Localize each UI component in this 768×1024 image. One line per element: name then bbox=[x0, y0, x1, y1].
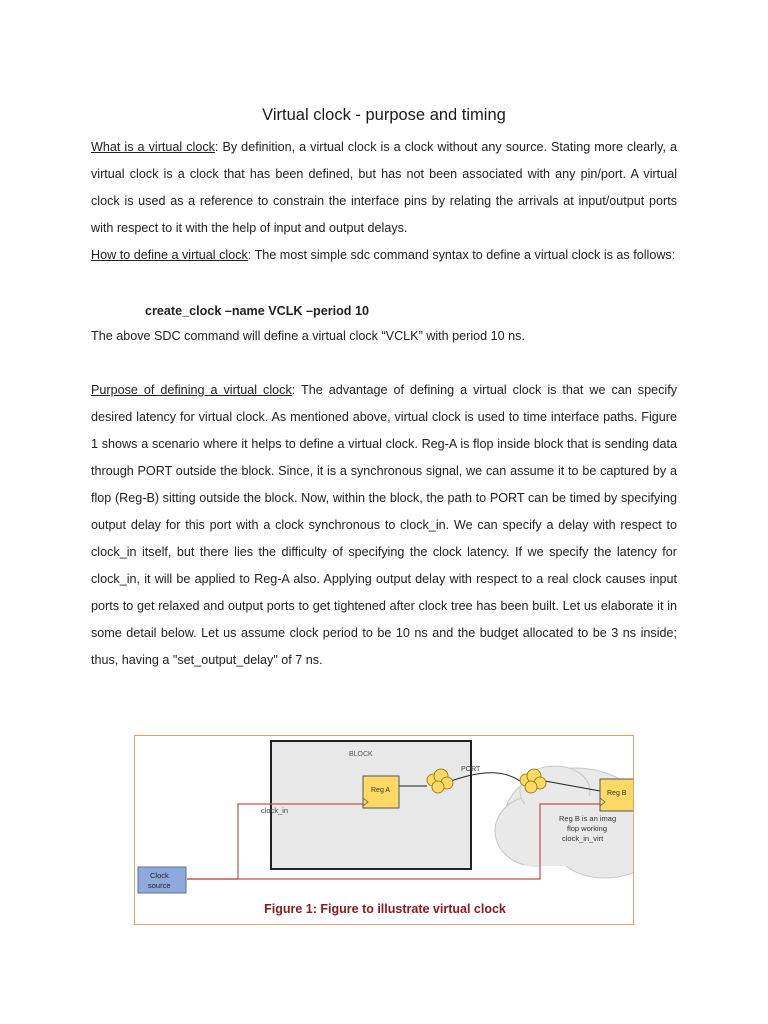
clock-in-label: clock_in bbox=[261, 806, 289, 815]
reg-a-label: Reg A bbox=[371, 787, 391, 794]
port-label: PORT bbox=[461, 766, 481, 773]
note-line-1: Reg B is an imag bbox=[559, 814, 617, 823]
paragraph-text: : The most simple sdc command syntax to define a virtual clock is as follows: bbox=[247, 248, 676, 262]
heading-what-is-virtual-clock: What is a virtual clock bbox=[91, 140, 215, 154]
paragraph-text: : By definition, a virtual clock is a clock without any source. Stating more clearly, a virtual clock is a clock that has been defined, but has not been associated with any pin/port. A virtual clock is used as a reference to constrain the interface pins by relating the arrivals at input/output ports with respect to it with the help of input and output delays. bbox=[91, 140, 677, 235]
note-line-3: clock_in_virt bbox=[562, 834, 604, 843]
figure-caption: Figure 1: Figure to illustrate virtual clock bbox=[264, 902, 506, 916]
document-title: Virtual clock - purpose and timing bbox=[262, 106, 506, 124]
figure-diagram bbox=[135, 736, 634, 925]
heading-purpose: Purpose of defining a virtual clock bbox=[91, 383, 292, 397]
paragraph-what-is-virtual-clock bbox=[91, 134, 677, 242]
paragraph-purpose bbox=[91, 377, 677, 674]
paragraph-how-to-define bbox=[91, 242, 677, 269]
clock-source-line-1: Clock bbox=[150, 871, 169, 880]
clock-source-line-2: source bbox=[148, 881, 171, 890]
paragraph-sdc-explanation: The above SDC command will define a virtual clock “VCLK” with period 10 ns. bbox=[91, 329, 525, 343]
block-label: BLOCK bbox=[349, 751, 373, 758]
reg-b-label: Reg B bbox=[607, 790, 627, 797]
note-line-2: flop working bbox=[567, 824, 608, 833]
sdc-command: create_clock –name VCLK –period 10 bbox=[145, 304, 369, 318]
heading-how-to-define: How to define a virtual clock bbox=[91, 248, 248, 262]
figure-1 bbox=[134, 735, 634, 925]
paragraph-text: : The advantage of defining a virtual clock is that we can specify desired latency for virtual clock. As mentioned above, virtual clock is used to time interface paths. Figure 1 shows a scenario where it helps to define a virtual clock. Reg-A is flop inside block that is sending data through PORT outside the block. Since, it is a synchronous signal, we can assume it to be captured by a flop (Reg-B) sitting outside the block. Now, within the block, the path to PORT can be timed by specifying output delay for this port with a clock synchronous to clock_in. We can specify a delay with respect to clock_in itself, but there lies the difficulty of specifying the clock latency. If we specify the latency for clock_in, it will be applied to Reg-A also. Applying output delay with respect to a real clock causes input ports to get relaxed and output ports to get tightened after clock tree has been built. Let us elaborate it in some detail below. Let us assume clock period to be 10 ns and the budget allocated to be 3 ns inside; thus, having a "set_output_delay" of 7 ns. bbox=[91, 383, 677, 667]
